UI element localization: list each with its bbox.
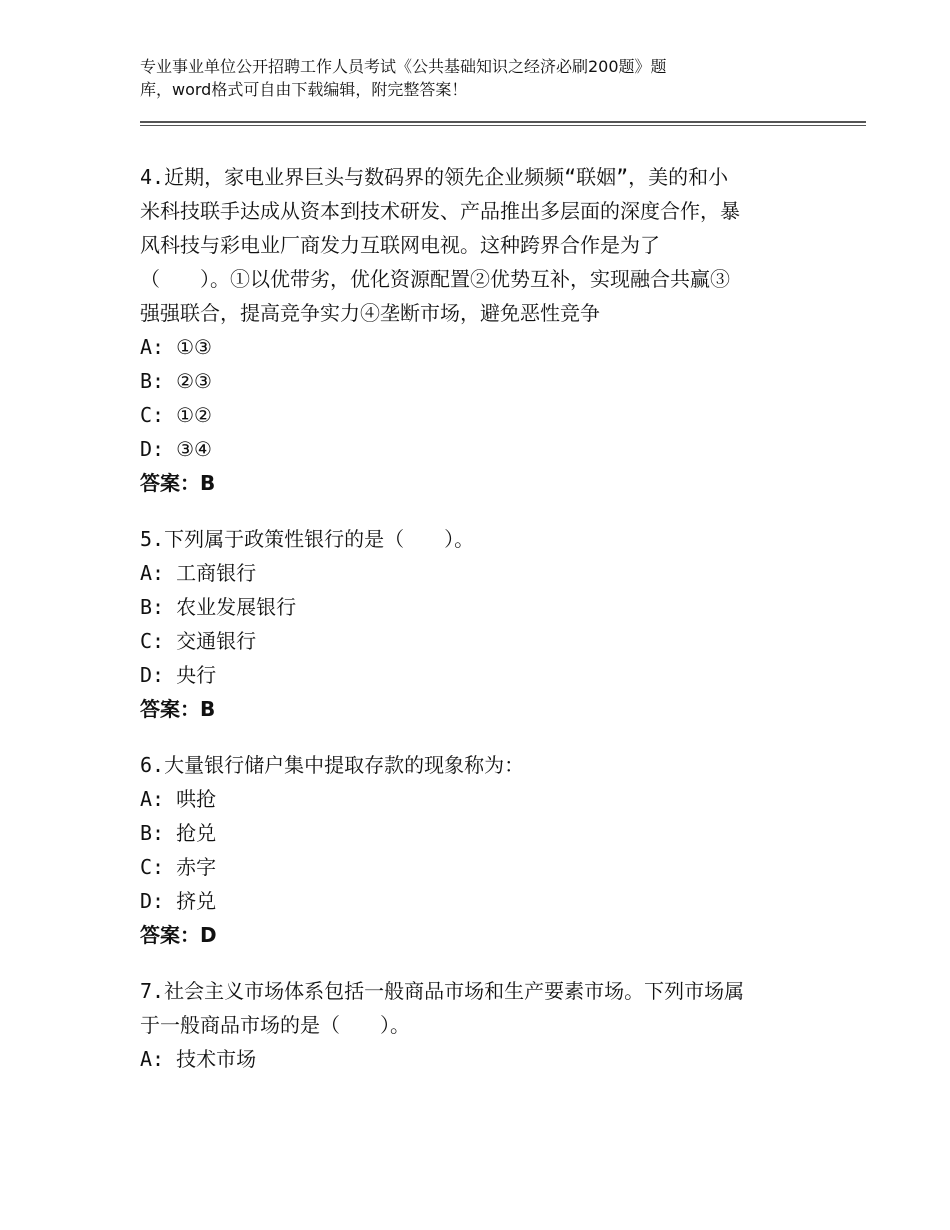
question-stem-line: 6.大量银行储户集中提取存款的现象称为： — [140, 753, 525, 777]
answer: 答案：D — [140, 923, 217, 947]
option-a: A: 工商银行 — [140, 561, 257, 585]
option-b: B: ②③ — [140, 369, 212, 393]
option-c: C: ①② — [140, 403, 212, 427]
option-d: D: 央行 — [140, 663, 217, 687]
answer: 答案：B — [140, 697, 216, 721]
question-stem-line: 风科技与彩电业厂商发力互联网电视。这种跨界合作是为了 — [140, 233, 660, 257]
option-a: A: 哄抢 — [140, 787, 217, 811]
header-divider-thick — [140, 121, 866, 123]
option-c: C: 交通银行 — [140, 629, 257, 653]
question-stem-line: 强强联合，提高竞争实力④垄断市场，避免恶性竞争 — [140, 301, 600, 325]
question-stem-line: 5.下列属于政策性银行的是（ ）。 — [140, 527, 475, 551]
question-6 — [140, 748, 800, 952]
question-stem-line: 7.社会主义市场体系包括一般商品市场和生产要素市场。下列市场属 — [140, 979, 745, 1003]
document-header — [140, 55, 780, 101]
answer: 答案：B — [140, 471, 216, 495]
question-stem-line: 于一般商品市场的是（ ）。 — [140, 1013, 410, 1037]
question-stem-line: 4.近期，家电业界巨头与数码界的领先企业频频“联姻”，美的和小 — [140, 165, 729, 189]
header-line-2: 库，word格式可自由下载编辑，附完整答案！ — [140, 80, 468, 99]
option-b: B: 农业发展银行 — [140, 595, 297, 619]
question-list — [140, 160, 800, 1098]
question-7 — [140, 974, 800, 1076]
option-d: D: ③④ — [140, 437, 212, 461]
question-5 — [140, 522, 800, 726]
question-4 — [140, 160, 800, 500]
option-a: A: ①③ — [140, 335, 212, 359]
question-stem-line: （ ）。①以优带劣，优化资源配置②优势互补，实现融合共赢③ — [140, 267, 730, 291]
header-line-1: 专业事业单位公开招聘工作人员考试《公共基础知识之经济必刷200题》题 — [140, 57, 667, 76]
option-c: C: 赤字 — [140, 855, 217, 879]
option-b: B: 抢兑 — [140, 821, 217, 845]
question-stem-line: 米科技联手达成从资本到技术研发、产品推出多层面的深度合作，暴 — [140, 199, 740, 223]
option-a: A: 技术市场 — [140, 1047, 257, 1071]
header-divider-thin — [140, 125, 866, 126]
option-d: D: 挤兑 — [140, 889, 217, 913]
